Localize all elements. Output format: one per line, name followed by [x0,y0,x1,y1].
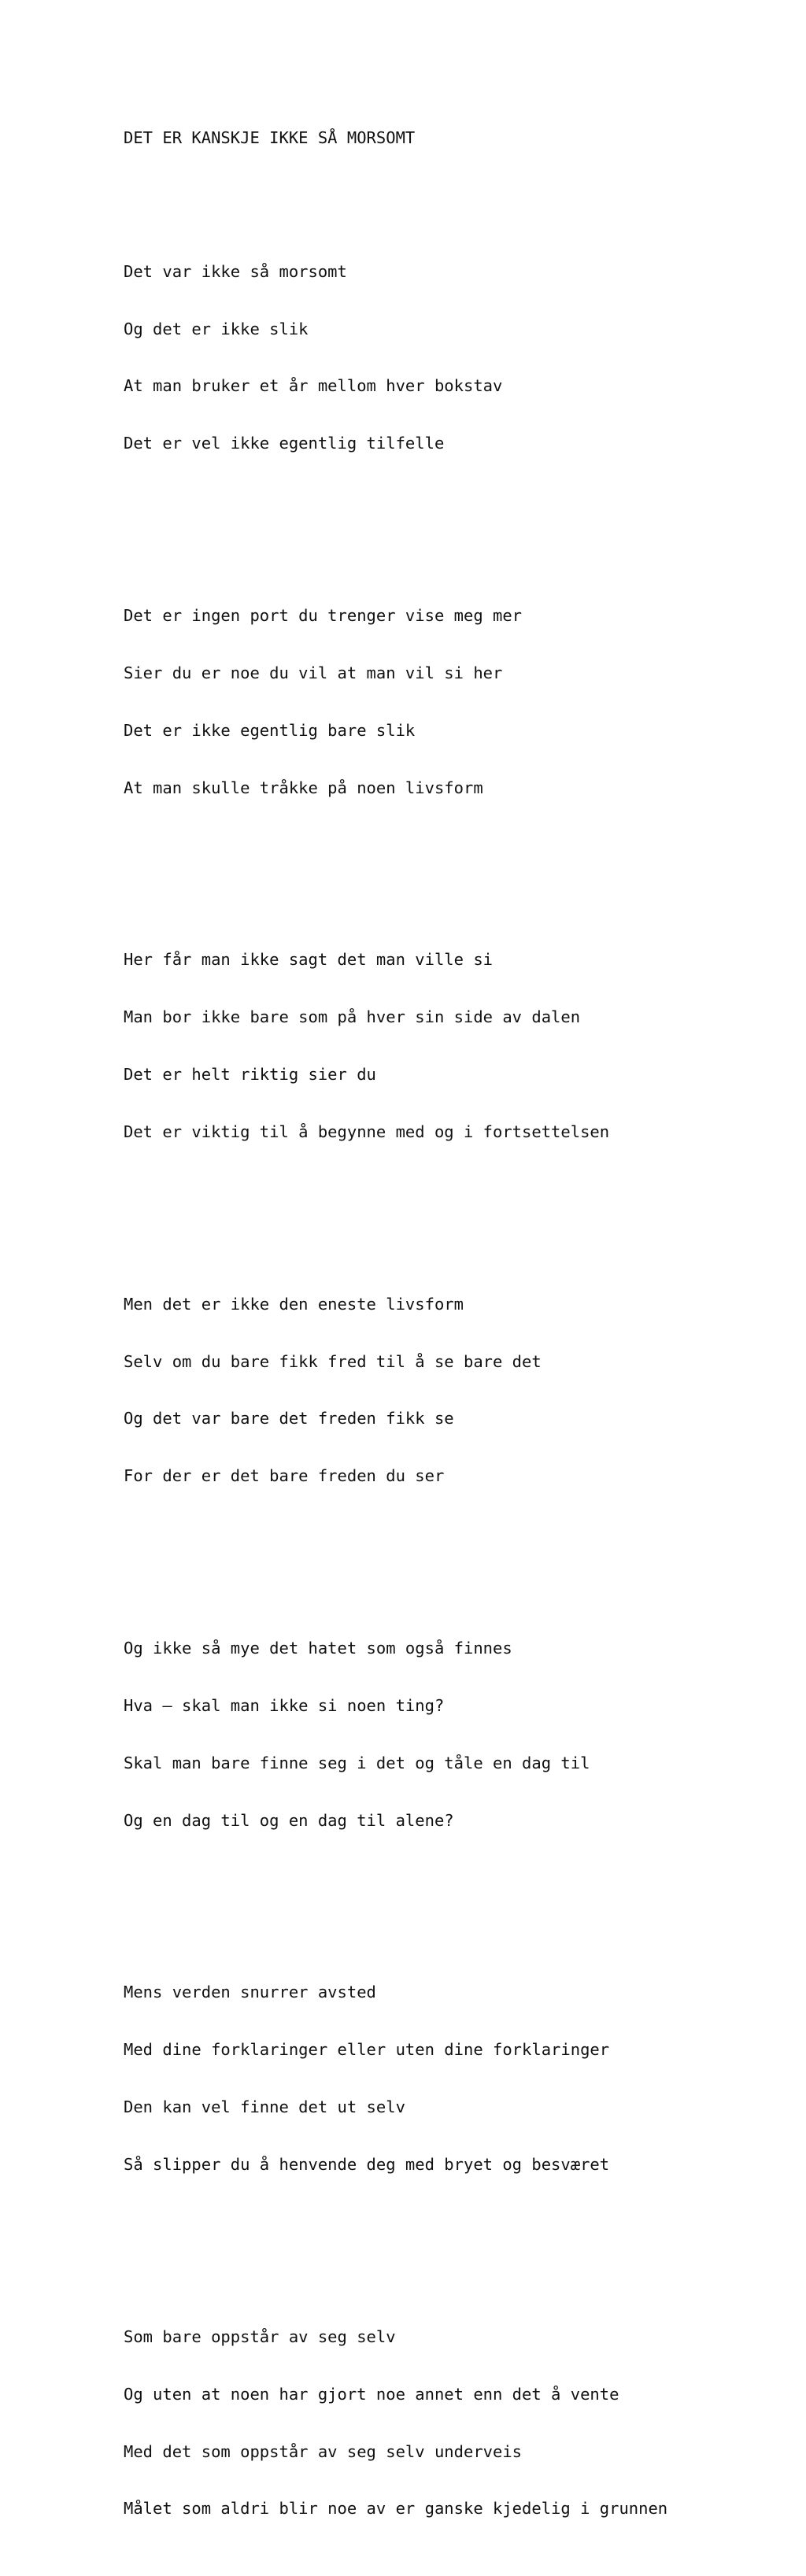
poem-line: For der er det bare freden du ser [124,1466,445,1486]
poem-line: Det er helt riktig sier du [124,1065,376,1085]
stanza-3 [124,912,667,1180]
poem-line: Mens verden snurrer avsted [124,1983,376,2002]
poem-line: Med det som oppstår av seg selv underveis [124,2441,523,2461]
stanza-7 [124,2289,667,2556]
stanza-6 [124,1945,667,2212]
poem-line: Og uten at noen har gjort noe annet enn det å vente [124,2384,619,2404]
poem-line: Målet som aldri blir noe av er ganske kjedelig i grunnen [124,2499,668,2519]
stanza-2 [124,567,667,835]
poem-line: Skal man bare finne seg i det og tåle en dag til [124,1753,590,1772]
poem-title: DET ER KANSKJE IKKE SÅ MORSOMT [124,128,416,147]
poem-line: At man bruker et år mellom hver bokstav [124,376,503,396]
poem-line: Sier du er noe du vil at man vil si her [124,663,503,682]
poem-line: Og ikke så mye det hatet som også finnes [124,1639,512,1658]
poem-line: Som bare oppstår av seg selv [124,2327,396,2346]
poem-line: At man skulle tråkke på noen livsform [124,778,483,797]
poem-line: Med dine forklaringer eller uten dine forklaringer [124,2040,610,2060]
poem-line: Den kan vel finne det ut selv [124,2097,405,2117]
poem-line: Og en dag til og en dag til alene? [124,1810,454,1830]
poem-line: Så slipper du å henvende deg med bryet og besværet [124,2155,610,2175]
poem-line: Og det var bare det freden fikk se [124,1409,454,1428]
poem-line: Selv om du bare fikk fred til å se bare det [124,1351,542,1371]
poem-page [124,90,667,2576]
poem-line: Det er vel ikke egentlig tilfelle [124,434,445,453]
poem-line: Man bor ikke bare som på hver sin side av dalen [124,1007,581,1027]
poem-line: Og det er ikke slik [124,319,309,338]
poem-line: Hva – skal man ikke si noen ting? [124,1695,445,1715]
poem-line: Det er ingen port du trenger vise meg mer [124,606,523,626]
stanza-4 [124,1256,667,1524]
poem-line: Det er ikke egentlig bare slik [124,720,416,740]
poem-line: Det var ikke så morsomt [124,261,347,281]
stanza-1 [124,224,667,491]
stanza-5 [124,1600,667,1868]
poem-line: Men det er ikke den eneste livsform [124,1294,464,1314]
poem-line: Her får man ikke sagt det man ville si [124,950,493,970]
poem-line: Det er viktig til å begynne med og i fortsettelsen [124,1122,610,1142]
